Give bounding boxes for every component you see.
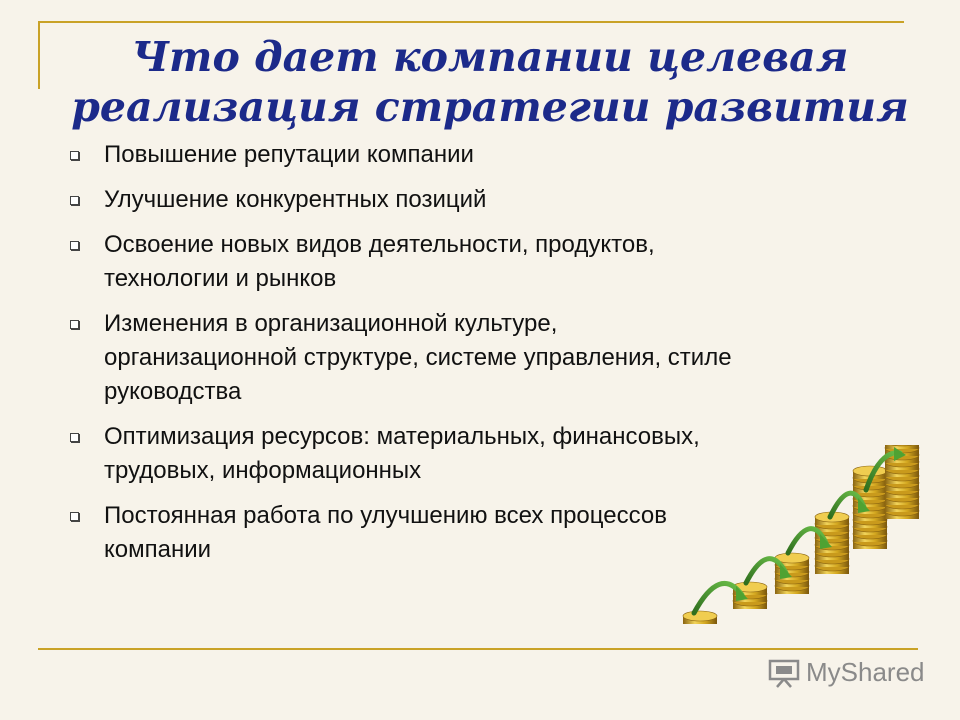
square-bullet-icon xyxy=(70,241,79,250)
bullet-item xyxy=(70,307,750,409)
bullet-item xyxy=(70,499,750,567)
coin-growth-illustration xyxy=(680,445,945,635)
square-bullet-icon xyxy=(70,151,79,160)
square-bullet-icon xyxy=(70,433,79,442)
bullet-item xyxy=(70,183,750,217)
square-bullet-icon xyxy=(70,320,79,329)
watermark-text: MyShared xyxy=(806,657,925,687)
square-bullet-icon xyxy=(70,196,79,205)
bullet-item xyxy=(70,420,750,488)
bullet-list xyxy=(70,138,750,578)
bullet-text: Улучшение конкурентных позиций xyxy=(104,186,487,213)
frame-top-line xyxy=(38,21,904,23)
frame-bottom-line xyxy=(38,648,918,650)
bullet-text: Оптимизация ресурсов: материальных, финансовых, трудовых, информационных xyxy=(104,423,700,484)
bullet-item xyxy=(70,138,750,172)
watermark-logo xyxy=(768,655,928,695)
bullet-item xyxy=(70,228,750,296)
bullet-text: Освоение новых видов деятельности, продуктов, технологии и рынков xyxy=(104,231,655,292)
bullet-text: Постоянная работа по улучшению всех процессов компании xyxy=(104,502,667,563)
bullet-text: Изменения в организационной культуре, организационной структуре, системе управления, стиле руководства xyxy=(104,310,732,405)
bullet-text: Повышение репутации компании xyxy=(104,141,474,168)
slide-title: Что дает компании целевая реализация стратегии развития xyxy=(71,33,909,131)
presentation-board-icon xyxy=(768,658,800,688)
square-bullet-icon xyxy=(70,512,79,521)
